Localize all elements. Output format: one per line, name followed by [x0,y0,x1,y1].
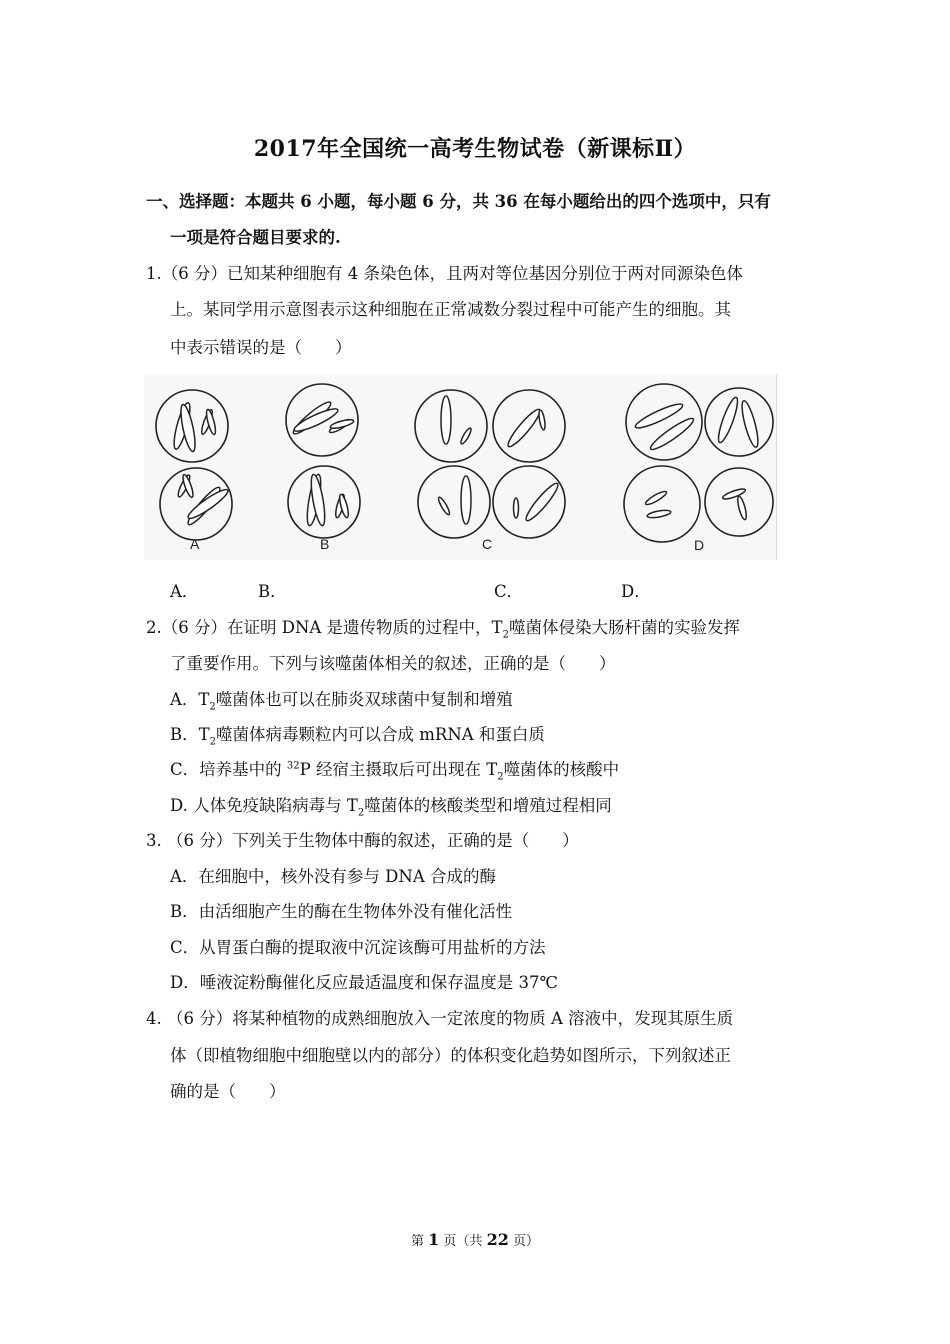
figure-label-b: B [320,536,330,552]
q1-cell-division-figure [144,374,777,560]
page-total: 22 [486,1230,509,1249]
q2-option-c[interactable]: C．培养基中的 $^{32}$P 经宿主摄取后可出现在 $T_2$噬菌体的核酸中 [170,760,620,783]
section-heading-line2: 一项是符合题目要求的. [170,228,341,247]
q1-stem-line3: 中表示错误的是（ ） [170,338,352,357]
chromosome-diagram [144,374,776,560]
cell-circle [705,388,773,456]
q2-option-d[interactable]: D. 人体免疫缺陷病毒与 $T_2$噬菌体的核酸类型和增殖过程相同 [170,796,612,819]
q1-option-a[interactable]: A． [170,582,199,601]
figure-label-c: C [482,536,493,552]
q3-option-d[interactable]: D．唾液淀粉酶催化反应最适温度和保存温度是 37℃ [170,973,558,992]
cell-circle [624,466,700,542]
q2-stem-line1: 2.（6 分）在证明 DNA 是遗传物质的过程中，$T_2$噬菌体侵染大肠杆菌的实验发挥 [146,618,740,641]
cell-circle [160,468,232,540]
page-footer: 第 1 页（共 22 页） [411,1230,539,1249]
cell-circle [418,466,490,538]
q1-stem-line1: 1.（6 分）已知某种细胞有 4 条染色体，且两对等位基因分别位于两对同源染色体 [146,264,743,283]
cell-circle [493,466,565,538]
q4-stem-line2: 体（即植物细胞中细胞壁以内的部分）的体积变化趋势如图所示，下列叙述正 [170,1046,731,1065]
q2-option-b[interactable]: B．$T_2$噬菌体病毒颗粒内可以合成 mRNA 和蛋白质 [170,725,545,748]
q4-stem-line1: 4. （6 分）将某种植物的成熟细胞放入一定浓度的物质 A 溶液中，发现其原生质 [146,1009,734,1028]
q2-stem-line2: 了重要作用。下列与该噬菌体相关的叙述，正确的是（ ） [170,654,616,673]
q3-option-a[interactable]: A．在细胞中，核外没有参与 DNA 合成的酶 [170,867,496,886]
q1-option-c[interactable]: C． [494,582,524,601]
figure-label-d: D [694,537,705,553]
figure-label-a: A [190,536,200,552]
q2-option-a[interactable]: A．$T_2$噬菌体也可以在肺炎双球菌中复制和增殖 [170,690,513,713]
q3-stem: 3. （6 分）下列关于生物体中酶的叙述，正确的是（ ） [146,831,579,850]
page-number: 1 [428,1230,440,1249]
q3-option-b[interactable]: B．由活细胞产生的酶在生物体外没有催化活性 [170,902,513,921]
q1-stem-line2: 上。某同学用示意图表示这种细胞在正常减数分裂过程中可能产生的细胞。其 [170,300,731,319]
q1-option-b[interactable]: B． [258,582,287,601]
page-title: 2017年全国统一高考生物试卷（新课标Ⅱ） [253,136,697,162]
q4-stem-line3: 确的是（ ） [170,1082,286,1101]
q1-option-d[interactable]: D． [621,582,651,601]
q3-option-c[interactable]: C．从胃蛋白酶的提取液中沉淀该酶可用盐析的方法 [170,938,546,957]
section-heading-line1: 一、选择题：本题共 6 小题，每小题 6 分，共 36 在每小题给出的四个选项中，只有 [146,192,771,211]
